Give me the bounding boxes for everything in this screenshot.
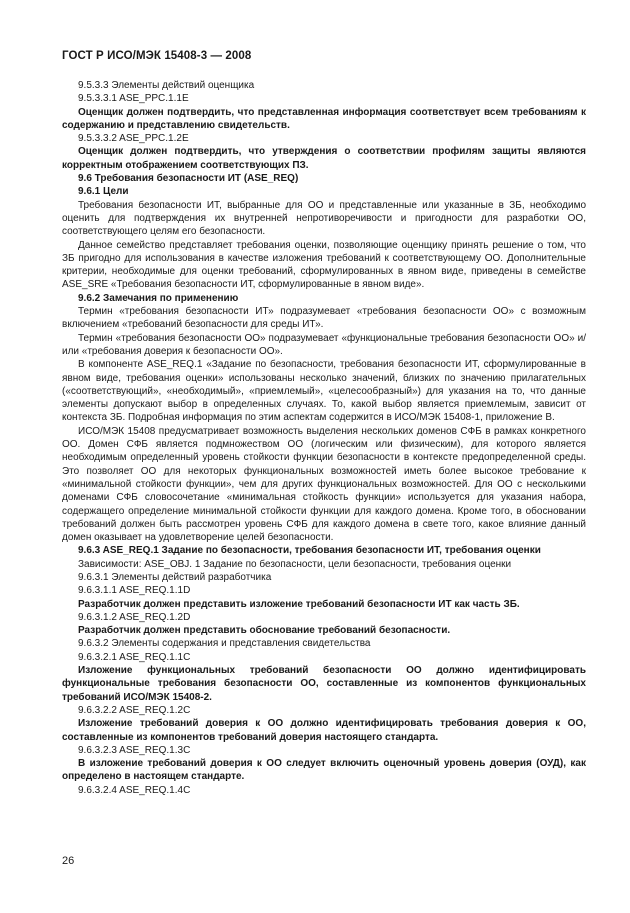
page-content — [62, 79, 586, 797]
section-line: 9.6.3.2 Элементы содержания и представления свидетельства — [78, 638, 371, 650]
section-line: 9.6.3 ASE_REQ.1 Задание по безопасности, требования безопасности ИТ, требования оценки — [78, 545, 541, 557]
section-line: 9.6.1 Цели — [78, 186, 129, 198]
section-line: 9.6.3.1.1 ASE_REQ.1.1D — [78, 585, 191, 597]
paragraph: В изложение требований доверия к ОО следует включить оценочный уровень доверия (ОУД), как определено в настоящем стандарте. — [62, 758, 586, 783]
section-line: 9.6.2 Замечания по применению — [78, 292, 239, 304]
section-line: 9.5.3.3.1 ASE_PPC.1.1E — [78, 93, 189, 105]
section-line: 9.5.3.3.2 ASE_PPC.1.2E — [78, 133, 189, 145]
section-line: 9.6.3.2.4 ASE_REQ.1.4C — [78, 784, 191, 796]
paragraph: ИСО/МЭК 15408 предусматривает возможность выделения нескольких доменов СФБ в рамках конкретного ОО. Домен СФБ является подмножеством ОО (логическим или физическим), для которого является необходимым определенный уровень стойкости функции безопасности в контексте предопределенной среды. Это позволяет ОО для некоторых функциональных возможностей иметь более высокое требование к «минимальной стойкости функции», чем для других функциональных возможностей. Для ОО с несколькими доменами СФБ словосочетание «минимальная стойкость функции» используется для указания набора, содержащего определение минимальной стойкости функции для каждого домена. Кроме того, в обосновании требований должен быть рассмотрен уровень СФБ для каждого домена в свете того, какое влияние данный домен оказывает на удовлетворение целей безопасности. — [62, 425, 586, 544]
section-line: 9.6.3.2.1 ASE_REQ.1.1C — [78, 651, 191, 663]
section-line: Зависимости: ASE_OBJ. 1 Задание по безопасности, цели безопасности, требования оценки — [78, 558, 512, 570]
paragraph: Оценщик должен подтвердить, что представленная информация соответствует всем требованиям к содержанию и представлению свидетельств. — [62, 106, 586, 131]
section-line: 9.6.3.1.2 ASE_REQ.1.2D — [78, 611, 191, 623]
page-number: 26 — [62, 855, 75, 867]
paragraph: Данное семейство представляет требования оценки, позволяющие оценщику принять решение о том, что ЗБ пригодно для использования в качестве изложения требований к соответствующему ОО. Дополнительные критерии, необходимые для оценки требований, сформулированных в явном виде, приведены в семействе ASE_SRE «Требования безопасности ИТ, сформулированные в явном виде». — [62, 239, 586, 291]
paragraph: Изложение функциональных требований безопасности ОО должно идентифицировать функциональные требования безопасности ОО, составленные из компонентов функциональных требований ИСО/МЭК 15408-2. — [62, 665, 586, 703]
paragraph: Термин «требования безопасности ИТ» подразумевает «требования безопасности ОО» с возможным включением «требований безопасности для среды ИТ». — [62, 306, 586, 331]
paragraph: Изложение требований доверия к ОО должно идентифицировать требования доверия к ОО, составленные из компонентов требований доверия настоящего стандарта. — [62, 718, 586, 743]
paragraph: Термин «требования безопасности ОО» подразумевает «функциональные требования безопасности ОО» и/или «требования доверия к безопасности ОО». — [62, 332, 586, 357]
paragraph: Требования безопасности ИТ, выбранные для ОО и представленные или указанные в ЗБ, необходимо оценить для подтверждения их внутренней непротиворечивости и пригодности для разработки ОО, соответствующего целям его безопасности. — [62, 199, 586, 238]
paragraph: Оценщик должен подтвердить, что утверждения о соответствии профилям защиты являются корректным отображением соответствующих ПЗ. — [62, 146, 586, 171]
section-line: Разработчик должен представить изложение требований безопасности ИТ как часть ЗБ. — [78, 598, 520, 610]
document-header: ГОСТ Р ИСО/МЭК 15408-3 — 2008 — [62, 50, 252, 62]
section-line: Разработчик должен представить обоснование требований безопасности. — [78, 625, 451, 637]
section-line: 9.6.3.2.3 ASE_REQ.1.3C — [78, 744, 191, 756]
paragraph: В компоненте ASE_REQ.1 «Задание по безопасности, требования безопасности ИТ, сформулированные в явном виде, требования оценки» использованы несколько значений, близких по значению прилагательных («соответствующий», «необходимый», «приемлемый», «целесообразный») для указания на то, что данные элементы допускают выбор в определенных случаях. То, какой выбор является приемлемым, зависит от контекста ЗБ. Подробная информация по этим аспектам содержится в ИСО/МЭК 15408-1, приложение В. — [62, 359, 586, 424]
section-line: 9.6.3.1 Элементы действий разработчика — [78, 571, 272, 583]
section-line: 9.5.3.3 Элементы действий оценщика — [78, 80, 255, 91]
section-line: 9.6 Требования безопасности ИТ (ASE_REQ) — [78, 173, 299, 185]
section-line: 9.6.3.2.2 ASE_REQ.1.2C — [78, 704, 191, 716]
